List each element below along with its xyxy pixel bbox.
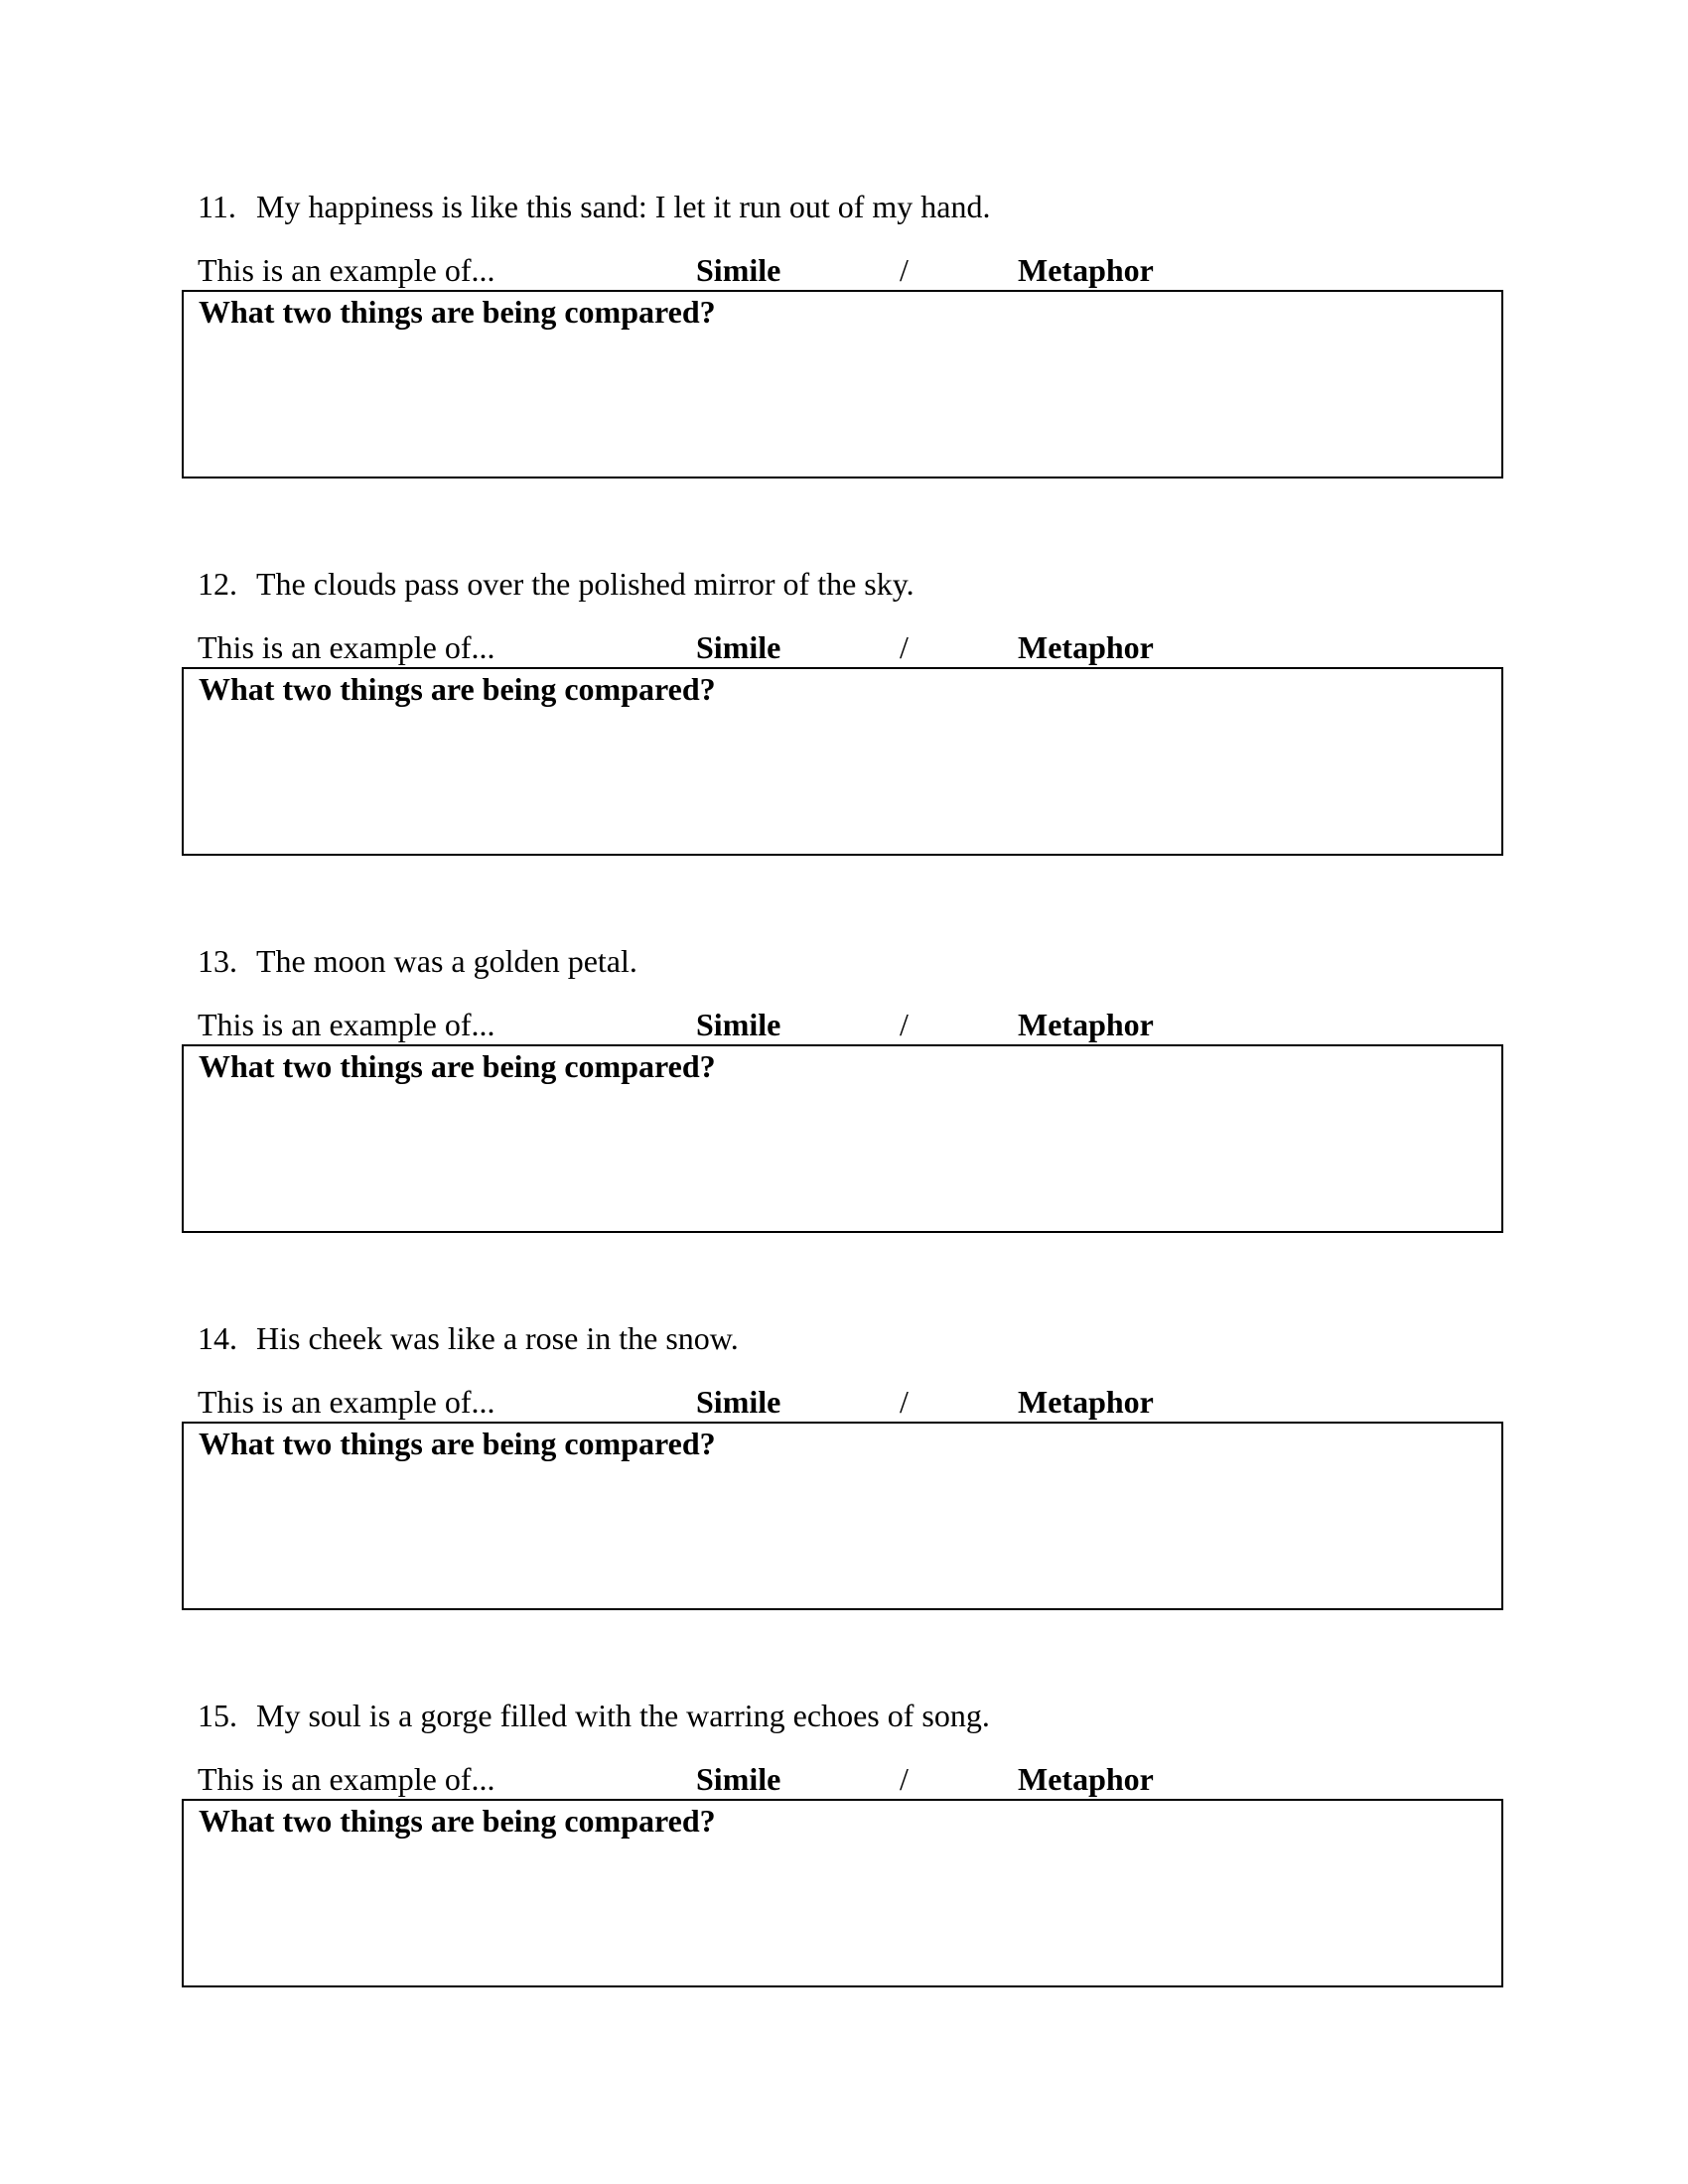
answer-field[interactable] — [196, 1846, 1489, 1978]
question-text: My soul is a gorge filled with the warring echoes of song. — [256, 1698, 990, 1733]
answer-prompt: What two things are being compared? — [199, 294, 716, 330]
metaphor-option[interactable]: Metaphor — [1018, 1761, 1154, 1797]
question-text: The moon was a golden petal. — [256, 943, 637, 979]
example-label: This is an example of... — [198, 252, 495, 288]
simile-option[interactable]: Simile — [696, 252, 781, 288]
choice-separator: / — [900, 1384, 909, 1420]
metaphor-option[interactable]: Metaphor — [1018, 1007, 1154, 1042]
question-11 — [0, 187, 1688, 564]
question-text: His cheek was like a rose in the snow. — [256, 1320, 739, 1356]
question-text: The clouds pass over the polished mirror of the sky. — [256, 566, 914, 602]
simile-option[interactable]: Simile — [696, 629, 781, 665]
question-13 — [0, 941, 1688, 1318]
answer-box — [182, 1422, 1503, 1610]
example-label: This is an example of... — [198, 1761, 495, 1797]
choice-separator: / — [900, 252, 909, 288]
question-15 — [0, 1696, 1688, 2073]
metaphor-option[interactable]: Metaphor — [1018, 1384, 1154, 1420]
question-number: 13. — [198, 943, 237, 979]
question-sentence — [198, 187, 990, 226]
simile-option[interactable]: Simile — [696, 1384, 781, 1420]
answer-prompt: What two things are being compared? — [199, 1048, 716, 1084]
question-sentence — [198, 1696, 990, 1735]
choice-separator: / — [900, 1761, 909, 1797]
question-12 — [0, 564, 1688, 941]
question-number: 11. — [198, 189, 236, 224]
answer-box — [182, 1799, 1503, 1987]
question-number: 15. — [198, 1698, 237, 1733]
question-number: 14. — [198, 1320, 237, 1356]
question-sentence — [198, 941, 637, 981]
example-label: This is an example of... — [198, 1384, 495, 1420]
answer-box — [182, 290, 1503, 478]
question-number: 12. — [198, 566, 237, 602]
answer-box — [182, 667, 1503, 856]
answer-prompt: What two things are being compared? — [199, 1803, 716, 1839]
question-14 — [0, 1318, 1688, 1696]
simile-option[interactable]: Simile — [696, 1007, 781, 1042]
question-sentence — [198, 1318, 739, 1358]
answer-box — [182, 1044, 1503, 1233]
metaphor-option[interactable]: Metaphor — [1018, 252, 1154, 288]
answer-field[interactable] — [196, 1092, 1489, 1223]
question-text: My happiness is like this sand: I let it run out of my hand. — [256, 189, 991, 224]
example-label: This is an example of... — [198, 1007, 495, 1042]
choice-separator: / — [900, 629, 909, 665]
answer-prompt: What two things are being compared? — [199, 671, 716, 707]
choice-separator: / — [900, 1007, 909, 1042]
answer-field[interactable] — [196, 338, 1489, 469]
answer-field[interactable] — [196, 1469, 1489, 1600]
answer-prompt: What two things are being compared? — [199, 1426, 716, 1461]
question-sentence — [198, 564, 914, 604]
simile-option[interactable]: Simile — [696, 1761, 781, 1797]
answer-field[interactable] — [196, 715, 1489, 846]
metaphor-option[interactable]: Metaphor — [1018, 629, 1154, 665]
example-label: This is an example of... — [198, 629, 495, 665]
